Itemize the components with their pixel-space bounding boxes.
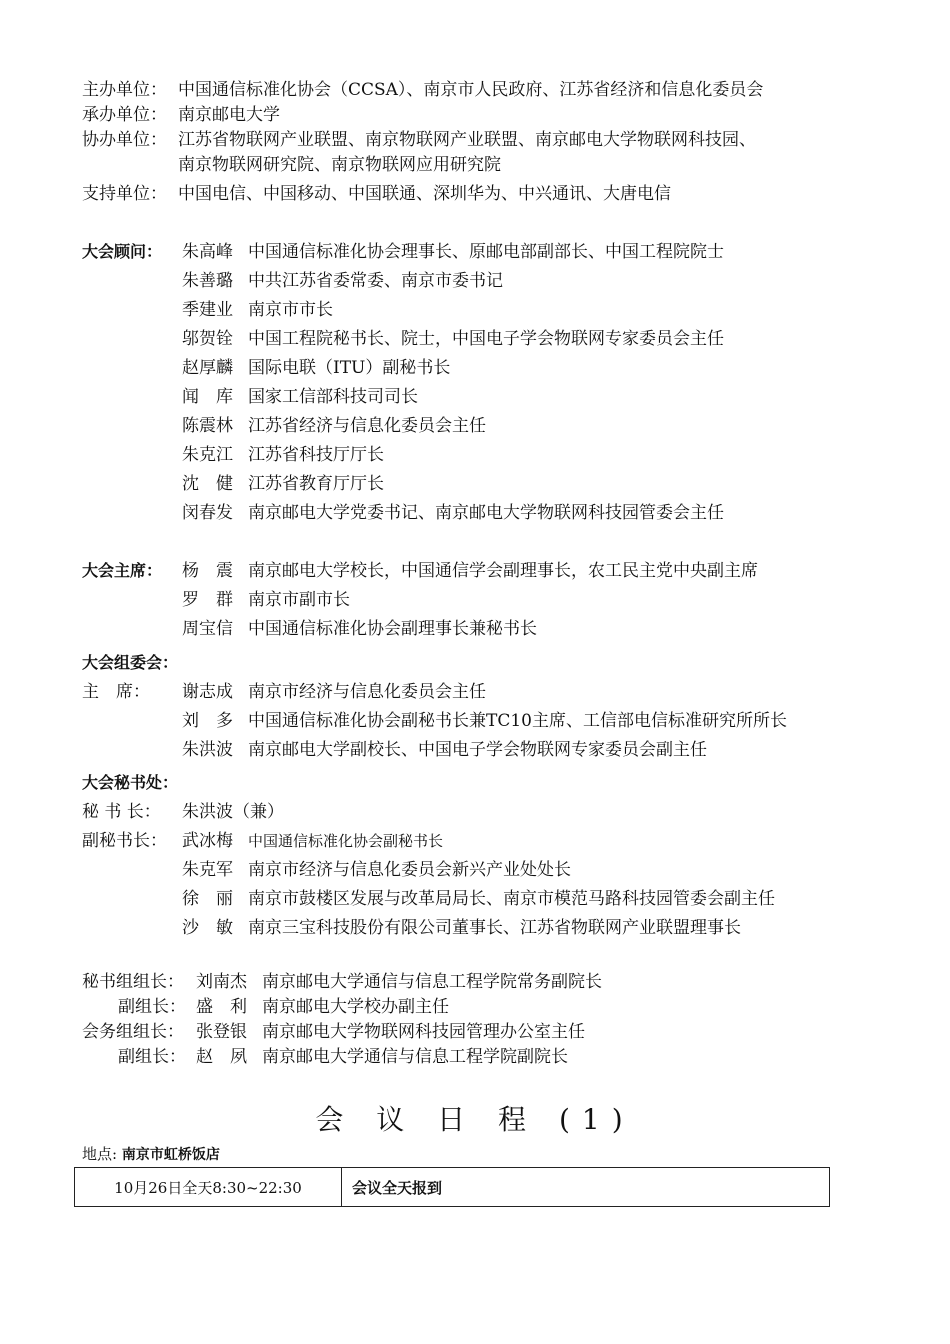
co-organizer-label: 协办单位： <box>82 130 167 150</box>
advisor-name: 沈 健 <box>182 474 233 494</box>
advisor-row <box>182 385 418 409</box>
co-organizer-value-line2: 南京物联网研究院、南京物联网应用研究院 <box>178 155 501 175</box>
committee-heading: 大会组委会： <box>82 653 179 672</box>
schedule-event: 会议全天报到 <box>342 1168 830 1207</box>
group-row <box>196 995 449 1019</box>
group-label: 副组长： <box>118 997 186 1017</box>
advisor-row <box>182 443 384 467</box>
advisor-row <box>182 240 724 264</box>
group-name: 赵 夙 <box>196 1047 247 1067</box>
host-label: 主办单位： <box>82 80 167 100</box>
deputy-name: 沙 敏 <box>182 918 233 938</box>
organizer-value: 南京邮电大学 <box>178 105 280 125</box>
committee-name: 谢志成 <box>182 682 233 702</box>
group-row <box>196 1020 585 1044</box>
chair-name: 杨 震 <box>182 561 233 581</box>
advisor-name: 朱高峰 <box>182 242 233 262</box>
committee-row <box>182 738 707 762</box>
advisor-name: 闻 库 <box>182 387 233 407</box>
schedule-title: 会 议 日 程 (1) <box>315 1103 635 1136</box>
deputy-row <box>182 858 571 882</box>
advisor-row <box>182 414 486 438</box>
committee-title: 南京邮电大学副校长、中国电子学会物联网专家委员会副主任 <box>248 740 707 760</box>
advisor-title: 南京邮电大学党委书记、南京邮电大学物联网科技园管委会主任 <box>248 503 724 523</box>
advisor-title: 中国工程院秘书长、院士，中国电子学会物联网专家委员会主任 <box>248 329 724 349</box>
advisor-row <box>182 298 333 322</box>
group-title: 南京邮电大学校办副主任 <box>262 997 449 1017</box>
group-title: 南京邮电大学通信与信息工程学院常务副院长 <box>262 972 602 992</box>
deputy-name: 武冰梅 <box>182 831 233 851</box>
chair-row <box>182 617 537 641</box>
secretary-general-value: 朱洪波（兼） <box>182 802 284 822</box>
group-label: 副组长： <box>118 1047 186 1067</box>
committee-title: 南京市经济与信息化委员会主任 <box>248 682 486 702</box>
advisor-title: 南京市市长 <box>248 300 333 320</box>
advisor-title: 江苏省经济与信息化委员会主任 <box>248 416 486 436</box>
group-row <box>196 970 602 994</box>
advisor-title: 国家工信部科技司司长 <box>248 387 418 407</box>
advisor-name: 邬贺铨 <box>182 329 233 349</box>
venue-value: 南京市虹桥饭店 <box>121 1147 220 1163</box>
co-organizer-value-line1: 江苏省物联网产业联盟、南京物联网产业联盟、南京邮电大学物联网科技园、 <box>178 130 756 150</box>
schedule-table <box>74 1167 830 1207</box>
host-value: 中国通信标准化协会（CCSA）、南京市人民政府、江苏省经济和信息化委员会 <box>178 80 764 100</box>
advisor-name: 季建业 <box>182 300 233 320</box>
chair-title: 南京邮电大学校长，中国通信学会副理事长，农工民主党中央副主席 <box>248 561 758 581</box>
group-label: 秘书组组长： <box>82 972 184 992</box>
committee-name: 刘 多 <box>182 711 233 731</box>
supporter-label: 支持单位： <box>82 184 167 204</box>
group-row <box>196 1045 568 1069</box>
deputy-row <box>182 887 775 911</box>
committee-row <box>182 709 787 733</box>
advisor-title: 江苏省科技厅厅长 <box>248 445 384 465</box>
advisor-name: 朱善璐 <box>182 271 233 291</box>
deputy-title: 南京市鼓楼区发展与改革局局长、南京市模范马路科技园管委会副主任 <box>248 889 775 909</box>
group-title: 南京邮电大学物联网科技园管理办公室主任 <box>262 1022 585 1042</box>
advisor-title: 中国通信标准化协会理事长、原邮电部副部长、中国工程院院士 <box>248 242 724 262</box>
chairs-label: 大会主席： <box>82 561 163 580</box>
secretary-general-label: 秘 书 长： <box>82 802 161 822</box>
deputy-row <box>182 916 741 940</box>
deputy-name: 朱克军 <box>182 860 233 880</box>
supporter-value: 中国电信、中国移动、中国联通、深圳华为、中兴通讯、大唐电信 <box>178 184 671 204</box>
deputy-row <box>182 829 443 853</box>
chair-row <box>182 588 350 612</box>
group-title: 南京邮电大学通信与信息工程学院副院长 <box>262 1047 568 1067</box>
chair-row <box>182 559 758 583</box>
venue-line <box>82 1144 220 1165</box>
table-row <box>75 1168 830 1207</box>
chair-name: 周宝信 <box>182 619 233 639</box>
advisor-row <box>182 472 384 496</box>
advisor-row <box>182 269 503 293</box>
venue-label: 地点: <box>82 1145 118 1163</box>
deputy-title: 中国通信标准化协会副秘书长 <box>248 832 444 850</box>
group-name: 盛 利 <box>196 997 247 1017</box>
committee-name: 朱洪波 <box>182 740 233 760</box>
advisor-name: 闵春发 <box>182 503 233 523</box>
group-name: 刘南杰 <box>196 972 247 992</box>
deputy-secretary-label: 副秘书长： <box>82 831 167 851</box>
committee-row <box>182 680 486 704</box>
committee-title: 中国通信标准化协会副秘书长兼TC10主席、工信部电信标准研究所所长 <box>248 711 787 731</box>
deputy-name: 徐 丽 <box>182 889 233 909</box>
advisor-title: 江苏省教育厅厅长 <box>248 474 384 494</box>
chair-title: 中国通信标准化协会副理事长兼秘书长 <box>248 619 537 639</box>
advisor-title: 国际电联（ITU）副秘书长 <box>248 358 451 378</box>
secretariat-heading: 大会秘书处： <box>82 773 179 792</box>
group-label: 会务组组长： <box>82 1022 184 1042</box>
advisor-name: 赵厚麟 <box>182 358 233 378</box>
chair-title: 南京市副市长 <box>248 590 350 610</box>
chair-name: 罗 群 <box>182 590 233 610</box>
advisor-row <box>182 327 724 351</box>
deputy-title: 南京市经济与信息化委员会新兴产业处处长 <box>248 860 571 880</box>
deputy-title: 南京三宝科技股份有限公司董事长、江苏省物联网产业联盟理事长 <box>248 918 741 938</box>
advisor-title: 中共江苏省委常委、南京市委书记 <box>248 271 503 291</box>
advisor-name: 陈震林 <box>182 416 233 436</box>
committee-chair-label: 主 席： <box>82 682 150 702</box>
organizer-label: 承办单位： <box>82 105 167 125</box>
schedule-time: 10月26日全天8:30~22:30 <box>75 1168 342 1207</box>
advisors-label: 大会顾问： <box>82 242 163 261</box>
advisor-row <box>182 501 724 525</box>
group-name: 张登银 <box>196 1022 247 1042</box>
advisor-row <box>182 356 450 380</box>
advisor-name: 朱克江 <box>182 445 233 465</box>
